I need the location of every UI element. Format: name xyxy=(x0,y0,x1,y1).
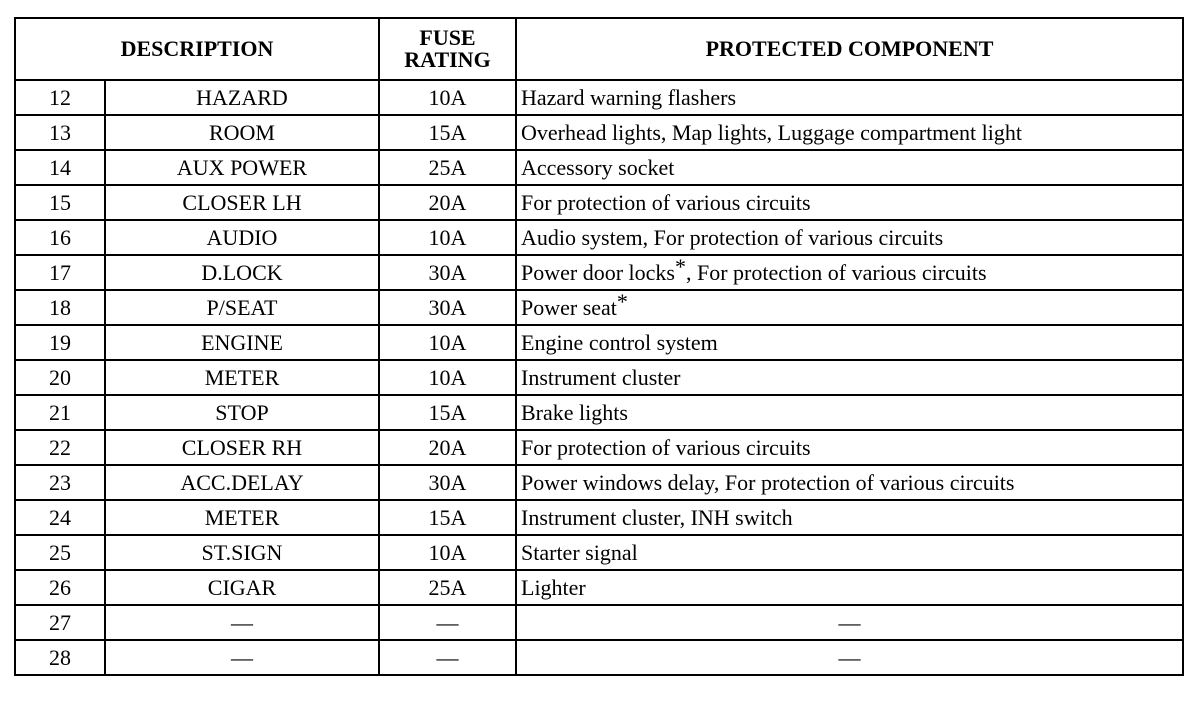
description-cell: CIGAR xyxy=(105,570,379,605)
protected-component-cell xyxy=(516,290,1183,325)
fuse-number-cell: 17 xyxy=(15,255,105,290)
component-text: Hazard warning flashers xyxy=(521,84,737,110)
fuse-number-cell: 22 xyxy=(15,430,105,465)
component-text: Instrument cluster, INH switch xyxy=(521,504,793,530)
table-row xyxy=(15,360,1183,395)
description-cell: ACC.DELAY xyxy=(105,465,379,500)
fuse-number-cell: 24 xyxy=(15,500,105,535)
protected-component-cell xyxy=(516,255,1183,290)
fuse-number-cell: 27 xyxy=(15,605,105,640)
table-row xyxy=(15,150,1183,185)
component-text: Brake lights xyxy=(521,399,628,425)
fuse-rating-cell: 20A xyxy=(379,430,516,465)
table-row xyxy=(15,185,1183,220)
protected-component-cell xyxy=(516,430,1183,465)
fuse-rating-cell: 30A xyxy=(379,465,516,500)
protected-component-cell xyxy=(516,640,1183,675)
fuse-number-cell: 14 xyxy=(15,150,105,185)
fuse-rating-cell: 10A xyxy=(379,360,516,395)
table-row xyxy=(15,325,1183,360)
table-row xyxy=(15,220,1183,255)
component-text-suffix: , For protection of various circuits xyxy=(685,259,987,285)
component-text: Accessory socket xyxy=(521,154,675,180)
protected-component-cell xyxy=(516,500,1183,535)
component-text: Engine control system xyxy=(521,329,718,355)
component-text: Power seat xyxy=(521,294,617,320)
fuse-rating-cell: 10A xyxy=(379,535,516,570)
header-fuse-rating xyxy=(379,18,516,80)
description-cell: P/SEAT xyxy=(105,290,379,325)
fuse-rating-cell: 30A xyxy=(379,290,516,325)
table-row xyxy=(15,640,1183,675)
protected-component-cell xyxy=(516,570,1183,605)
component-text: For protection of various circuits xyxy=(521,434,811,460)
description-cell: AUDIO xyxy=(105,220,379,255)
footnote-asterisk: * xyxy=(616,288,628,314)
description-cell: ENGINE xyxy=(105,325,379,360)
component-text: Power door locks xyxy=(521,259,675,285)
description-cell: HAZARD xyxy=(105,80,379,115)
header-protected-component: PROTECTED COMPONENT xyxy=(516,18,1183,80)
fuse-rating-cell: 25A xyxy=(379,570,516,605)
component-text: — xyxy=(838,609,861,635)
fuse-rating-cell: — xyxy=(379,640,516,675)
table-row xyxy=(15,430,1183,465)
component-text: Lighter xyxy=(521,574,586,600)
fuse-rating-cell: 15A xyxy=(379,115,516,150)
table-row xyxy=(15,570,1183,605)
table-row xyxy=(15,465,1183,500)
component-text: Overhead lights, Map lights, Luggage compartment light xyxy=(521,119,1023,145)
description-cell: CLOSER LH xyxy=(105,185,379,220)
table-body xyxy=(15,80,1183,675)
fuse-rating-cell: 10A xyxy=(379,325,516,360)
table-header-row xyxy=(15,18,1183,80)
header-fuse-rating-line1: FUSE xyxy=(419,25,476,50)
table-row xyxy=(15,290,1183,325)
description-cell: D.LOCK xyxy=(105,255,379,290)
fuse-rating-cell: 10A xyxy=(379,220,516,255)
table-row xyxy=(15,605,1183,640)
component-text: — xyxy=(838,644,861,670)
description-cell: — xyxy=(105,640,379,675)
description-cell: METER xyxy=(105,360,379,395)
fuse-number-cell: 13 xyxy=(15,115,105,150)
table-row xyxy=(15,80,1183,115)
protected-component-cell xyxy=(516,220,1183,255)
fuse-number-cell: 25 xyxy=(15,535,105,570)
fuse-rating-cell: 30A xyxy=(379,255,516,290)
protected-component-cell xyxy=(516,185,1183,220)
description-cell: AUX POWER xyxy=(105,150,379,185)
fuse-number-cell: 20 xyxy=(15,360,105,395)
fuse-rating-cell: 15A xyxy=(379,395,516,430)
table-row xyxy=(15,395,1183,430)
header-description: DESCRIPTION xyxy=(15,18,379,80)
component-text: Audio system, For protection of various circuits xyxy=(521,224,944,250)
fuse-table xyxy=(14,17,1184,676)
description-cell: ST.SIGN xyxy=(105,535,379,570)
protected-component-cell xyxy=(516,115,1183,150)
fuse-rating-cell: 10A xyxy=(379,80,516,115)
fuse-number-cell: 21 xyxy=(15,395,105,430)
protected-component-cell xyxy=(516,325,1183,360)
protected-component-cell xyxy=(516,360,1183,395)
description-cell: STOP xyxy=(105,395,379,430)
description-cell: CLOSER RH xyxy=(105,430,379,465)
fuse-number-cell: 23 xyxy=(15,465,105,500)
component-text: Starter signal xyxy=(521,539,638,565)
protected-component-cell xyxy=(516,80,1183,115)
table-row xyxy=(15,535,1183,570)
footnote-asterisk: * xyxy=(674,253,686,279)
fuse-number-cell: 26 xyxy=(15,570,105,605)
protected-component-cell xyxy=(516,395,1183,430)
fuse-rating-cell: 20A xyxy=(379,185,516,220)
table-row xyxy=(15,255,1183,290)
header-fuse-rating-line2: RATING xyxy=(404,47,491,72)
fuse-number-cell: 19 xyxy=(15,325,105,360)
table-row xyxy=(15,115,1183,150)
protected-component-cell xyxy=(516,150,1183,185)
description-cell: ROOM xyxy=(105,115,379,150)
protected-component-cell xyxy=(516,535,1183,570)
component-text: Power windows delay, For protection of various circuits xyxy=(521,469,1015,495)
fuse-rating-cell: — xyxy=(379,605,516,640)
protected-component-cell xyxy=(516,465,1183,500)
fuse-number-cell: 16 xyxy=(15,220,105,255)
component-text: For protection of various circuits xyxy=(521,189,811,215)
fuse-rating-cell: 25A xyxy=(379,150,516,185)
protected-component-cell xyxy=(516,605,1183,640)
table-row xyxy=(15,500,1183,535)
fuse-number-cell: 12 xyxy=(15,80,105,115)
component-text: Instrument cluster xyxy=(521,364,681,390)
fuse-number-cell: 18 xyxy=(15,290,105,325)
fuse-rating-cell: 15A xyxy=(379,500,516,535)
description-cell: — xyxy=(105,605,379,640)
description-cell: METER xyxy=(105,500,379,535)
fuse-number-cell: 15 xyxy=(15,185,105,220)
fuse-number-cell: 28 xyxy=(15,640,105,675)
